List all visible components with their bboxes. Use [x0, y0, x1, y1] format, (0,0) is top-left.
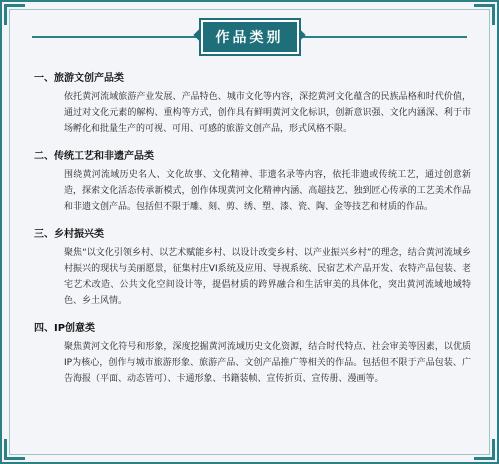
page-title: 作品类别 [215, 30, 284, 46]
section-heading: 一、旅游文创产品类 [34, 73, 124, 84]
section-heading: 三、乡村振兴类 [34, 229, 104, 240]
section-body: 聚焦“以文化引领乡村、以艺术赋能乡村、以设计改变乡村、以产业振兴乡村”的理念，结合黄河流域乡村振兴的现状与美丽愿景，征集村庄VI系统及应用、导视系统、民宿艺术产品开发、农特产品包装、老宅艺术改造、公共文化空间设计等，提倡材质的跨界融合和生活审美的具体化，突出黄河流域地域特色、乡土风情。 [64, 248, 471, 306]
category-section [34, 150, 471, 215]
frame-corner-ornament [4, 439, 25, 460]
category-section [34, 322, 471, 387]
section-body: 依托黄河流域旅游产业发展、产品特色、城市文化等内容，深挖黄河文化蕴含的民族品格和时代价值，通过对文化元素的解构、重构等方式，创作具有鲜明黄河文化标识，创新意识强、文化内涵深、利于市场孵化和批量生产的可视、可用、可感的旅游文创产品，形式风格不限。 [64, 92, 471, 134]
section-heading: 二、传统工艺和非遗产品类 [34, 151, 154, 162]
section-body: 聚焦黄河文化符号和形象，深度挖掘黄河流域历史文化资源，结合时代特点、社会审美等因素，以优质IP为核心，创作与城市旅游形象、旅游产品、文创产品推广等相关的作品。包括但不限于产品包装、广告海报（平面、动态皆可）、卡通形象、书籍装帧、宣传折页、宣传册、漫画等。 [64, 342, 471, 384]
section-body: 围绕黄河流域历史名人、文化故事、文化精神、非遗名录等内容，依托非遗或传统工艺，通过创意新造，探索文化活态传承新模式，创作体现黄河文化精神内涵、高超技艺、独到匠心传承的工艺美术作品和非遗文创产品。包括但不限于雕、刻、剪、绣、塑、漆、瓷、陶、金等技艺和材质的作品。 [64, 170, 471, 212]
frame-corner-ornament [474, 439, 495, 460]
category-section [34, 72, 471, 137]
category-list [34, 72, 471, 400]
title-banner [2, 20, 497, 54]
section-heading: 四、IP创意类 [34, 323, 96, 334]
category-section [34, 228, 471, 309]
title-box [201, 20, 299, 54]
